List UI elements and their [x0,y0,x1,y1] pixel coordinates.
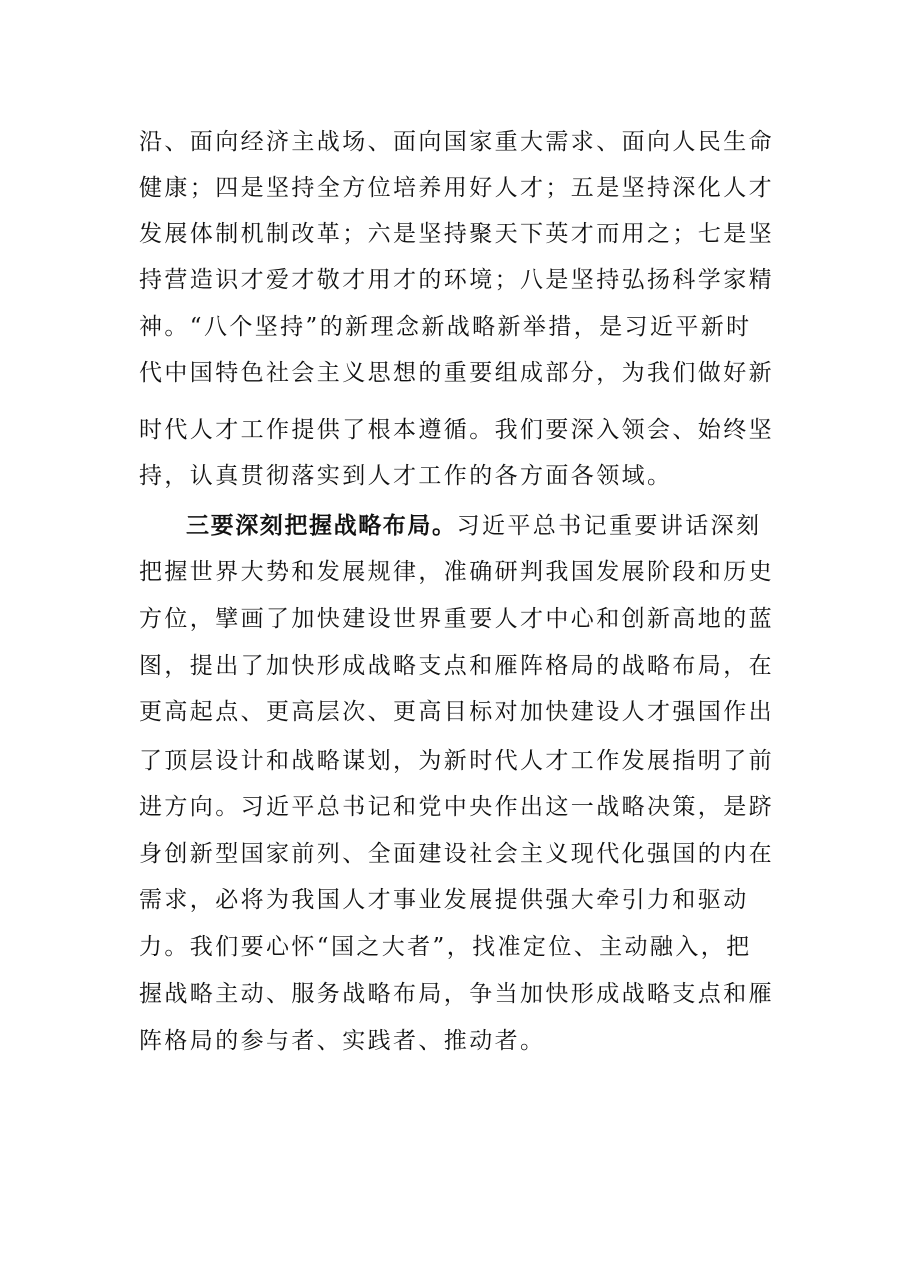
text-line: 更高起点、更高层次、更高目标对加快建设人才强国作出 [139,699,774,725]
text-line: 力。我们要心怀“国之大者”，找准定位、主动融入，把 [139,934,752,960]
text-line: 身创新型国家前列、全面建设社会主义现代化强国的内在 [139,841,774,867]
text-line: 了顶层设计和战略谋划，为新时代人才工作发展指明了前 [139,748,774,774]
text-line: 代中国特色社会主义思想的重要组成部分，为我们做好新 [139,360,774,386]
text-line: 持，认真贯彻落实到人才工作的各方面各领域。 [139,463,673,489]
text-line: 把握世界大势和发展规律，准确研判我国发展阶段和历史 [139,559,774,585]
text-line: 发展体制机制改革；六是坚持聚天下英才而用之；七是坚 [139,221,774,247]
text-line: 需求，必将为我国人才事业发展提供强大牵引力和驱动 [139,887,749,913]
text-line: 沿、面向经济主战场、面向国家重大需求、面向人民生命 [139,129,774,155]
text-line: 时代人才工作提供了根本遵循。我们要深入领会、始终坚 [139,417,774,443]
section-heading: 三要深刻把握战略布局。 [186,513,457,539]
text-line: 握战略主动、服务战略布局，争当加快形成战略支点和雁 [139,981,774,1007]
text-span: 习近平总书记重要讲话深刻 [456,513,762,539]
text-line: 图，提出了加快形成战略支点和雁阵格局的战略布局，在 [139,653,774,679]
text-line: 方位，擘画了加快建设世界重要人才中心和创新高地的蓝 [139,606,774,632]
text-line: 阵格局的参与者、实践者、推动者。 [139,1028,546,1054]
text-line: 进方向。习近平总书记和党中央作出这一战略决策，是跻 [139,794,774,820]
text-line: 健康；四是坚持全方位培养用好人才；五是坚持深化人才 [139,175,774,201]
paragraph-heading-line [186,506,826,546]
text-line: 持营造识才爱才敬才用才的环境；八是坚持弘扬科学家精 [139,267,774,293]
text-line: 神。“八个坚持”的新理念新战略新举措，是习近平新时 [139,314,752,340]
